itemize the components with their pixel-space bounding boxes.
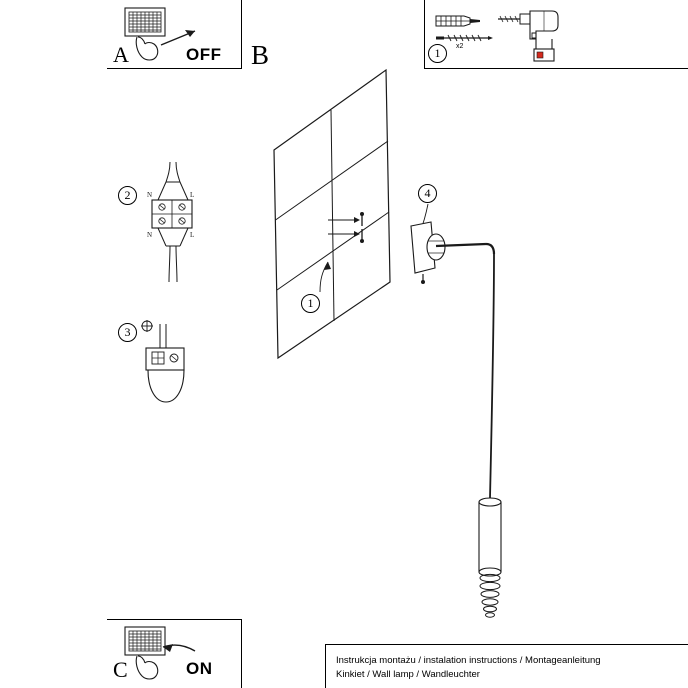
- svg-text:N: N: [147, 231, 153, 239]
- hand-switch-off-icon: [113, 4, 243, 66]
- svg-text:N: N: [147, 191, 153, 199]
- footer-line-1: Instrukcja montażu / instalation instructions / Montageanleitung: [336, 655, 601, 666]
- footer-line-2: Kinkiet / Wall lamp / Wandleuchter: [336, 669, 480, 680]
- wall-plug-icon: [434, 12, 494, 30]
- callout-1-wall-label: 1: [307, 296, 314, 310]
- label-off: OFF: [186, 45, 222, 64]
- quantity-label: x2: [456, 43, 464, 50]
- ceiling-cup-assembly: [138, 318, 200, 418]
- callout-2: [118, 186, 137, 205]
- callout-4: [418, 184, 437, 203]
- callout-3-label: 3: [124, 325, 131, 339]
- terminal-block: [140, 160, 204, 296]
- pendant-lamp: [428, 230, 538, 630]
- callout-1-drill-label: 1: [434, 46, 441, 60]
- panel-letter-b: B: [251, 40, 270, 70]
- label-on: ON: [186, 659, 213, 678]
- callout-3: [118, 323, 137, 342]
- wall-tiles: [268, 60, 398, 360]
- callout-2-label: 2: [124, 188, 131, 202]
- panel-letter-a: A: [113, 42, 129, 67]
- hand-switch-on-icon: [113, 623, 243, 685]
- svg-text:L: L: [190, 191, 195, 199]
- callout-1-drill: [428, 44, 447, 63]
- callout-4-label: 4: [424, 186, 431, 200]
- panel-letter-c: C: [113, 657, 128, 682]
- callout-1-wall: [301, 294, 320, 313]
- power-drill-icon: [496, 5, 566, 67]
- screw-icon: [434, 32, 496, 44]
- svg-text:L: L: [190, 231, 195, 239]
- callout-1-leader: [300, 240, 340, 300]
